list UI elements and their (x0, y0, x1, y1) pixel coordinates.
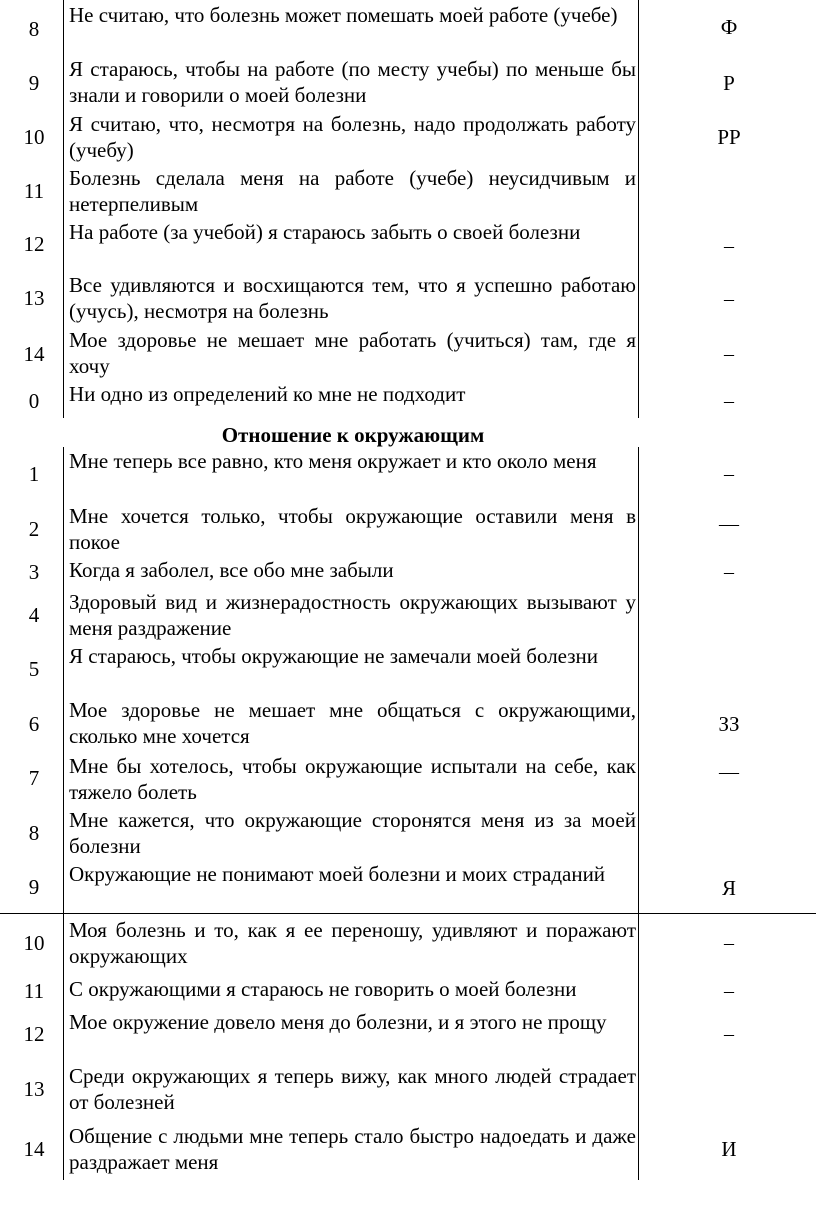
row-number: 13 (23, 286, 45, 310)
row-number: 11 (23, 179, 45, 203)
row-statement: Я стараюсь, чтобы окружающие не замечали моей болезни (69, 644, 599, 668)
row-number: 12 (23, 232, 45, 256)
page-break-rule (0, 913, 816, 914)
row-code: Ф (720, 15, 738, 39)
row-code: Я (721, 876, 736, 900)
row-number: 7 (28, 766, 40, 790)
row-code: – (724, 932, 734, 954)
row-number: 9 (28, 71, 40, 95)
row-statement: Среди окружающих я теперь вижу, как много людей страдает от болезней (69, 1064, 636, 1114)
row-statement: Мое окружение довело меня до болезни, и я этого не прощу (69, 1010, 607, 1034)
row-statement: Когда я заболел, все обо мне забыли (69, 558, 394, 582)
row-statement: Мне бы хотелось, чтобы окружающие испытали на себе, как тяжело болеть (69, 754, 636, 804)
row-number: 10 (23, 931, 45, 955)
row-number: 13 (23, 1077, 45, 1101)
row-number: 14 (23, 1137, 45, 1161)
row-number: 8 (28, 821, 40, 845)
row-statement: Болезнь сделала меня на работе (учебе) неусидчивым и нетерпеливым (69, 166, 636, 216)
row-number: 12 (23, 1022, 45, 1046)
row-number: 4 (28, 603, 40, 627)
row-number: 9 (28, 875, 40, 899)
row-statement: Мне кажется, что окружающие сторонятся меня из за моей болезни (69, 808, 636, 858)
row-statement: Я считаю, что, несмотря на болезнь, надо продолжать работу (учебу) (69, 112, 636, 162)
row-statement: На работе (за учебой) я стараюсь забыть о своей болезни (69, 220, 581, 244)
row-number: 11 (23, 979, 45, 1003)
row-statement: Общение с людьми мне теперь стало быстро надоедать и даже раздражает меня (69, 1124, 636, 1174)
row-statement: Ни одно из определений ко мне не подходит (69, 382, 466, 406)
section-heading: Отношение к окружающим (221, 423, 485, 447)
row-code: И (721, 1137, 737, 1161)
row-statement: Моя болезнь и то, как я ее переношу, удивляют и поражают окружающих (69, 918, 636, 968)
row-statement: Здоровый вид и жизнерадостность окружающих вызывают у меня раздражение (69, 590, 636, 640)
row-statement: Все удивляются и восхищаются тем, что я успешно работаю (учусь), несмотря на болезнь (69, 273, 636, 323)
row-number: 3 (28, 560, 40, 584)
row-number: 0 (28, 389, 40, 413)
right-column-divider-top (638, 0, 639, 418)
row-statement: С окружающими я стараюсь не говорить о моей болезни (69, 977, 577, 1001)
row-code: – (724, 288, 734, 310)
left-column-divider-bottom (63, 447, 64, 1180)
row-code: – (724, 561, 734, 583)
row-statement: Мне хочется только, чтобы окружающие оставили меня в покое (69, 504, 636, 554)
row-statement: Не считаю, что болезнь может помешать моей работе (учебе) (69, 3, 618, 27)
row-number: 1 (28, 462, 40, 486)
row-code: – (724, 343, 734, 365)
row-statement: Я стараюсь, чтобы на работе (по месту учебы) по меньше бы знали и говорили о моей болезни (69, 57, 636, 107)
right-column-divider-bottom (638, 447, 639, 1180)
row-code: — (719, 513, 739, 535)
row-code: – (724, 980, 734, 1002)
row-number: 5 (28, 657, 40, 681)
row-statement: Окружающие не понимают моей болезни и моих страданий (69, 862, 606, 886)
row-code: РР (717, 125, 741, 149)
row-number: 8 (28, 17, 40, 41)
row-statement: Мне теперь все равно, кто меня окружает и кто около меня (69, 449, 597, 473)
row-statement: Мое здоровье не мешает мне работать (учиться) там, где я хочу (69, 328, 636, 378)
row-code: – (724, 1023, 734, 1045)
row-code: — (719, 761, 739, 783)
row-number: 14 (23, 342, 45, 366)
row-number: 6 (28, 712, 40, 736)
row-number: 2 (28, 517, 40, 541)
row-statement: Мое здоровье не мешает мне общаться с окружающими, сколько мне хочется (69, 698, 636, 748)
row-code: – (724, 235, 734, 257)
row-code: ЗЗ (718, 712, 740, 736)
row-code: – (724, 390, 734, 412)
row-code: – (724, 463, 734, 485)
row-number: 10 (23, 125, 45, 149)
row-code: Р (723, 71, 735, 95)
